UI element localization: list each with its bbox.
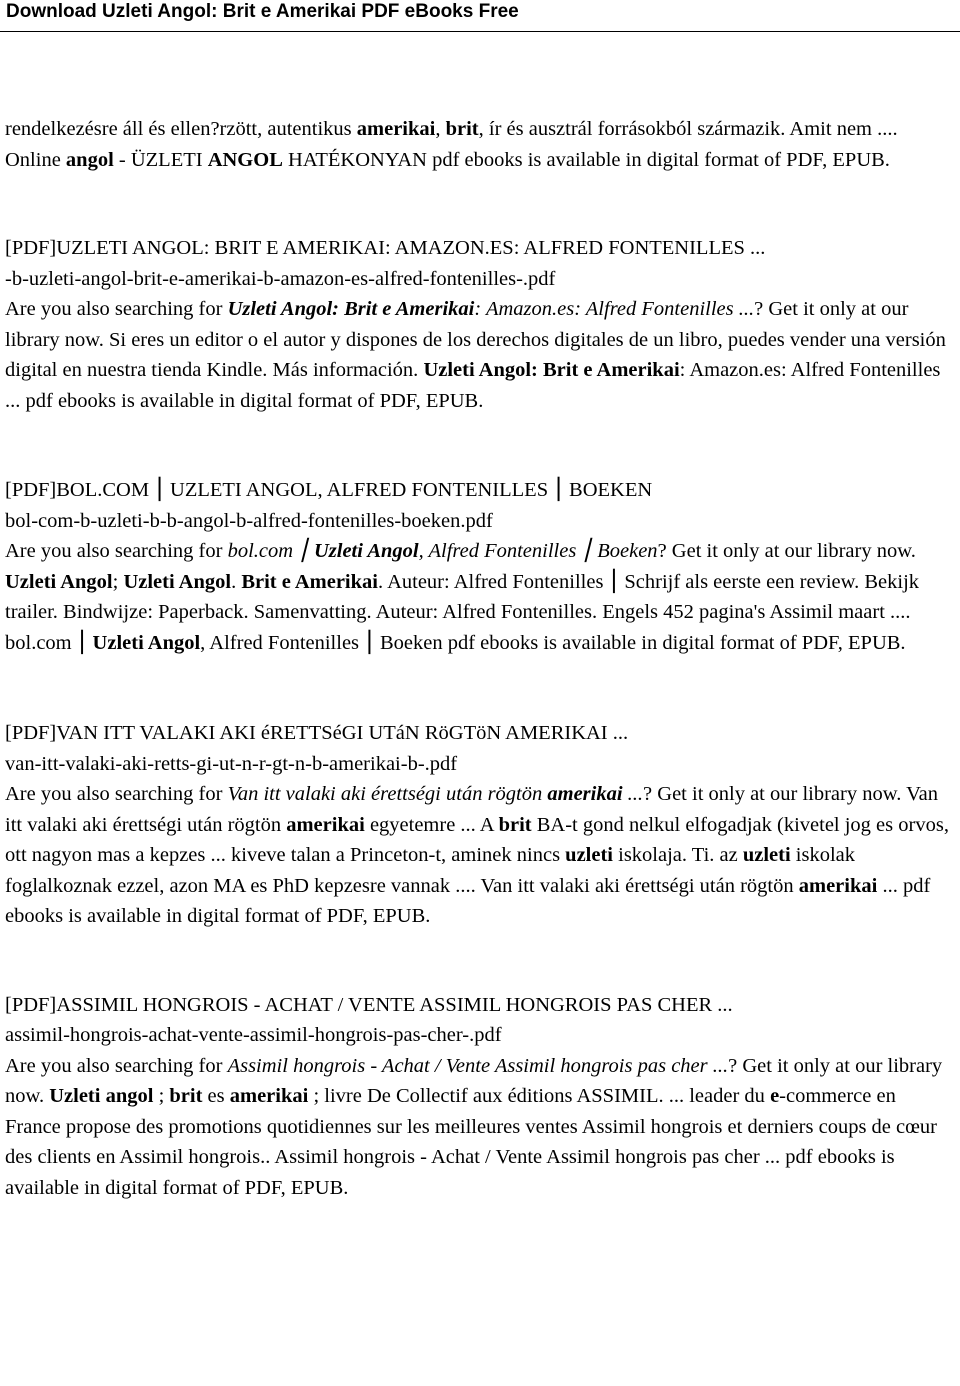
entry-keyword: amerikai (798, 874, 878, 897)
entry-filename: bol-com-b-uzleti-b-b-angol-b-alfred-fontenilles-boeken.pdf (5, 509, 493, 532)
entry-italic-text (228, 540, 658, 562)
intro-paragraph (5, 114, 955, 175)
result-entry (5, 718, 955, 932)
entry-text: iskolak foglalkoznak ezzel, azon MA es PhD kepzesre vannak .... Van itt valaki aki érettségi után rögtön (5, 844, 856, 897)
entry-text: ? Get it only at our library now. (657, 540, 916, 562)
spacer (5, 416, 955, 475)
entry-filename: -b-uzleti-angol-brit-e-amerikai-b-amazon-es-alfred-fontenilles-.pdf (5, 267, 556, 290)
entry-text: ... pdf ebooks is available in digital format of PDF, EPUB. (5, 874, 931, 927)
entry-keyword: Uzleti Angol: Brit e Amerikai (423, 359, 680, 381)
entry-filename: assimil-hongrois-achat-vente-assimil-hongrois-pas-cher-.pdf (5, 1024, 502, 1046)
entry-title[interactable]: [PDF]ASSIMIL HONGROIS - ACHAT / VENTE ASSIMIL HONGROIS PAS CHER ... (5, 993, 733, 1016)
entry-italic-text (228, 298, 755, 320)
entry-filename: van-itt-valaki-aki-retts-gi-ut-n-r-gt-n-b-amerikai-b-.pdf (5, 752, 458, 775)
entry-keyword: uzleti (742, 844, 791, 866)
entry-text: : Amazon.es: Alfred Fontenilles ... pdf ebooks is available in digital format of PDF, EPUB. (5, 359, 941, 412)
entry-keyword: uzleti (565, 844, 613, 866)
entry-text: Are you also searching for (5, 298, 228, 320)
entry-title[interactable]: [PDF]BOL.COM ⎮ UZLETI ANGOL, ALFRED FONTENILLES ⎮ BOEKEN (5, 479, 653, 501)
entry-text: ; (112, 570, 124, 593)
entry-italic-text: Assimil hongrois - Achat / Vente Assimil hongrois pas cher ... (227, 1054, 729, 1077)
intro-keyword: brit (445, 118, 479, 140)
intro-keyword: angol (65, 148, 114, 171)
entry-keyword: brit (169, 1085, 203, 1107)
spacer (5, 658, 955, 718)
intro-text: - ÜZLETI (113, 148, 208, 171)
entry-text: Are you also searching for (5, 540, 228, 562)
entry-italic-text: Van itt valaki aki érettségi után rögtön (227, 783, 548, 805)
entry-keyword: e (770, 1085, 780, 1107)
entry-text: ? Get it only at our library now. Si eres un editor o el autor y dispones de los derechos digitales de un libro, puedes vender una versión digital en nuestra tienda Kindle. Más información. (5, 298, 946, 381)
entry-keyword: amerikai (286, 813, 365, 836)
result-entry (5, 233, 955, 416)
intro-text: , (435, 118, 446, 140)
entry-keyword: Uzleti angol (49, 1085, 154, 1107)
result-entry (5, 990, 955, 1204)
entry-text: , Alfred Fontenilles ⎮ Boeken pdf ebooks is available in digital format of PDF, EPUB. (200, 631, 906, 654)
spacer (5, 175, 955, 233)
entry-title[interactable]: [PDF]UZLETI ANGOL: BRIT E AMERIKAI: AMAZON.ES: ALFRED FONTENILLES ... (5, 237, 766, 259)
entry-italic-text (228, 783, 643, 805)
entry-text: ; livre De Collectif aux éditions ASSIMIL. ... leader du (308, 1085, 771, 1107)
entry-italic-text: , Alfred Fontenilles ⎮ Boeken (418, 540, 658, 562)
entry-description (5, 779, 955, 932)
result-entry (5, 475, 955, 658)
entry-keyword: Uzleti Angol (123, 570, 232, 593)
entry-description (5, 536, 955, 658)
entry-title[interactable]: [PDF]VAN ITT VALAKI AKI éRETTSéGI UTáN RöGTöN AMERIKAI ... (5, 722, 629, 744)
entry-keyword: Uzleti Angol (5, 570, 113, 593)
entry-text: ; (153, 1085, 170, 1107)
entry-keyword: amerikai (547, 783, 623, 805)
intro-text: , ír és ausztrál forrásokból származik. Amit nem .... Online (5, 118, 898, 171)
entry-text: Are you also searching for (5, 783, 228, 805)
entry-text: ? Get it only at our library now. Van itt valaki aki érettségi után rögtön (5, 783, 938, 836)
entry-keyword: brit (498, 813, 532, 836)
intro-text: HATÉKONYAN pdf ebooks is available in digital format of PDF, EPUB. (282, 148, 890, 171)
entry-text: es (202, 1085, 230, 1107)
entry-keyword: Uzleti Angol (313, 540, 419, 562)
entry-keyword: Uzleti Angol: Brit e Amerikai (227, 298, 475, 320)
entry-text: iskolaja. Ti. az (613, 844, 743, 866)
entry-italic-text: ... (622, 783, 644, 805)
entry-description (5, 294, 955, 416)
entry-text: ? Get it only at our library now. (5, 1054, 943, 1107)
page-title: Download Uzleti Angol: Brit e Amerikai PDF eBooks Free (6, 1, 519, 22)
intro-keyword: amerikai (356, 118, 436, 140)
entry-text: Are you also searching for (5, 1054, 228, 1077)
intro-text: rendelkezésre áll és ellen?rzött, autentikus (5, 118, 357, 140)
entry-italic-text: : Amazon.es: Alfred Fontenilles ... (474, 298, 755, 320)
entry-keyword: amerikai (229, 1085, 309, 1107)
intro-keyword: ANGOL (207, 148, 283, 171)
entry-keyword: Uzleti Angol (92, 631, 201, 654)
entry-text: . (231, 570, 242, 593)
entry-keyword: Brit e Amerikai (241, 570, 378, 593)
main-content (5, 114, 955, 1203)
spacer (5, 932, 955, 990)
entry-text: BA-t gond nelkul elfogadjak (kivetel jog es orvos, ott nagyon mas a kepzes ... kiveve talan a Princeton-t, aminek nincs (5, 813, 949, 866)
entry-text: egyetemre ... A (364, 813, 499, 836)
entry-text: . Auteur: Alfred Fontenilles ⎮ Schrijf als eerste een review. Bekijk trailer. Bindwijze: Paperback. Samenvatting. Auteur: Alfred Fontenilles. Engels 452 pagina's Assimil maart .... bol.com ⎮ (5, 570, 920, 654)
header-divider (0, 31, 960, 32)
entry-description (5, 1051, 955, 1204)
entry-text: -commerce en France propose des promotions quotidiennes sur les meilleures ventes Assimil hongrois et derniers coups de cœur des clients en Assimil hongrois.. Assimil hongrois - Achat / Vente Assimil hongrois pas cher ... pdf ebooks is available in digital format of PDF, EPUB. (5, 1085, 937, 1199)
entry-italic-text: bol.com ⎮ (227, 540, 314, 562)
